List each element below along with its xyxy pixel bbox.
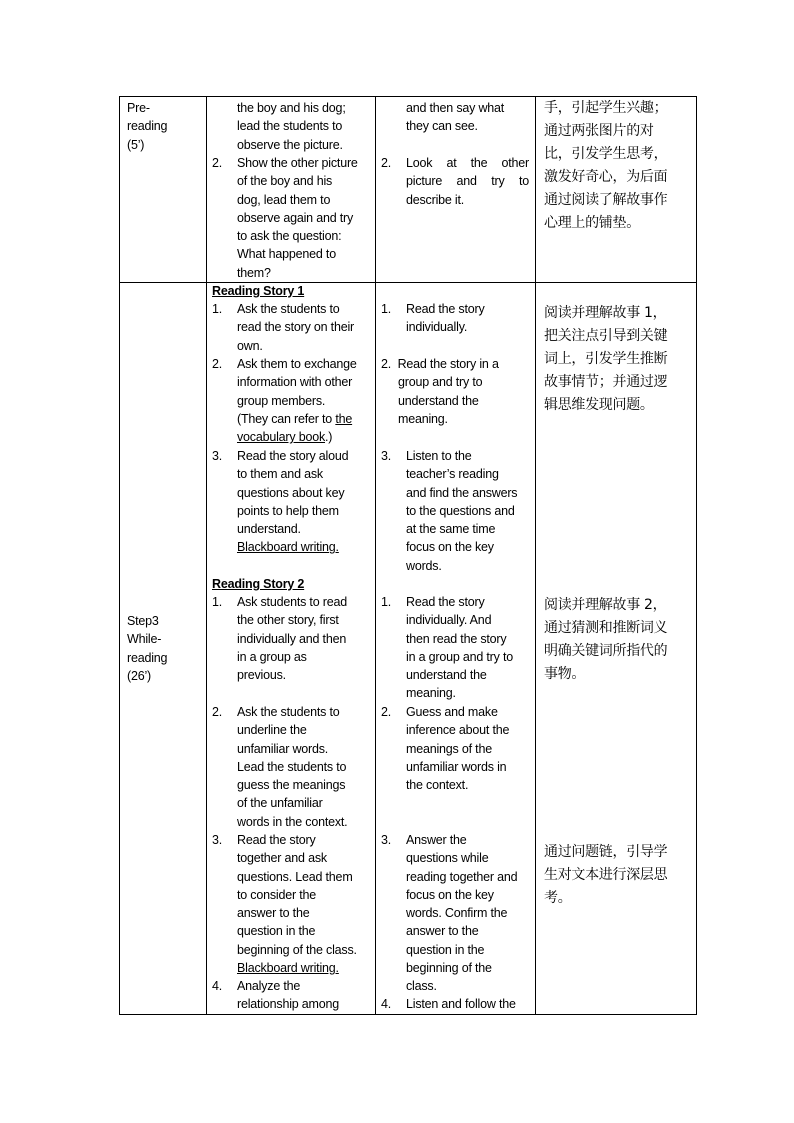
stage-label: reading bbox=[127, 650, 168, 665]
text-fragment: .) bbox=[325, 430, 333, 445]
text-line: and find the answers bbox=[406, 485, 518, 500]
text-line: of the unfamiliar bbox=[237, 796, 323, 811]
text-line: then read the story bbox=[406, 631, 507, 646]
blackboard-writing-link[interactable]: Blackboard writing. bbox=[237, 540, 339, 555]
student-step-2 bbox=[381, 355, 533, 428]
teacher-activity-pre-reading bbox=[212, 99, 372, 280]
text-line: relationship among bbox=[237, 997, 340, 1012]
text-line: question in the bbox=[406, 942, 485, 957]
step-number: 2. bbox=[381, 705, 392, 719]
step-number: 4. bbox=[381, 997, 392, 1011]
text-line: reading together and bbox=[406, 869, 518, 884]
text-line bbox=[381, 355, 533, 373]
reading-story-1-heading: Reading Story 1 bbox=[212, 284, 305, 298]
text-line: 考。 bbox=[544, 890, 572, 906]
text-line: Analyze the bbox=[237, 979, 301, 993]
text-line: class. bbox=[406, 979, 437, 994]
stage-label: Pre- bbox=[127, 101, 150, 115]
text-line: questions. Lead them bbox=[237, 869, 353, 884]
step-number: 3. bbox=[381, 449, 392, 463]
text-line: individually and then bbox=[237, 631, 347, 646]
text-line: information with other bbox=[237, 375, 353, 390]
text-line: Ask students to read bbox=[237, 595, 347, 609]
text-line: questions about key bbox=[237, 485, 345, 500]
text-line: 故事情节；并通过逻 bbox=[544, 374, 668, 390]
text-line: unfamiliar words. bbox=[237, 741, 329, 756]
text-line: group and try to bbox=[398, 375, 483, 390]
text-line: in a group as bbox=[237, 649, 307, 664]
text-line bbox=[237, 428, 357, 446]
step-number: 1. bbox=[212, 595, 223, 609]
vocabulary-book-link[interactable]: the bbox=[335, 411, 353, 426]
text-line: answer to the bbox=[406, 924, 479, 939]
student-activity-while-reading bbox=[381, 282, 533, 1014]
step-number: 2. bbox=[212, 357, 223, 371]
text-line: beginning of the bbox=[406, 961, 492, 976]
text-line: What happened to bbox=[237, 247, 336, 262]
text-line: words. bbox=[406, 558, 442, 573]
stage-label: reading bbox=[127, 119, 168, 134]
step-number: 3. bbox=[381, 833, 392, 847]
vocabulary-book-link[interactable]: vocabulary book bbox=[237, 430, 326, 445]
text-line: underline the bbox=[237, 723, 307, 738]
step-number: 3. bbox=[212, 833, 223, 847]
text-line: 生对文本进行深层思 bbox=[544, 867, 668, 883]
text-line: Look at the other bbox=[406, 156, 529, 170]
text-line: meaning. bbox=[406, 686, 456, 701]
text-line: previous. bbox=[237, 668, 286, 683]
text-line: guess the meanings bbox=[237, 778, 346, 793]
text-line: Listen to the bbox=[406, 449, 472, 463]
column-divider bbox=[375, 97, 376, 1014]
text-line: at the same time bbox=[406, 522, 496, 537]
text-line: Ask them to exchange bbox=[237, 357, 357, 371]
text-line: to ask the question: bbox=[237, 229, 342, 244]
purpose-cell-story-2 bbox=[544, 594, 694, 686]
text-line: Read the story aloud bbox=[237, 449, 349, 463]
text-line: 比，引发学生思考， bbox=[544, 146, 668, 162]
text-line: points to help them bbox=[237, 503, 339, 518]
text-line: focus on the key bbox=[406, 887, 494, 902]
text-line: Listen and follow the bbox=[406, 997, 516, 1011]
column-divider bbox=[535, 97, 536, 1014]
text-line: together and ask bbox=[237, 851, 327, 866]
text-line: picture and try to bbox=[406, 174, 529, 189]
blackboard-writing-link[interactable]: Blackboard writing. bbox=[237, 961, 339, 976]
step-number: 3. bbox=[212, 449, 223, 463]
student-activity-pre-reading bbox=[381, 99, 531, 207]
stage-cell-pre-reading bbox=[127, 99, 202, 154]
step-number: 2. bbox=[381, 357, 392, 371]
text-line: 阅读并理解故事 2， bbox=[544, 597, 667, 613]
text-line: dog, lead them to bbox=[237, 192, 331, 207]
text-line: in a group and try to bbox=[406, 649, 513, 664]
text-line: Ask the students to bbox=[237, 705, 340, 719]
text-line: 明确关键词所指代的 bbox=[544, 643, 668, 659]
text-line: they can see. bbox=[406, 119, 478, 134]
teacher-activity-while-reading bbox=[212, 282, 374, 1014]
text-line bbox=[237, 410, 357, 428]
text-line: 通过问题链，引导学 bbox=[544, 844, 668, 860]
stage-label: Step3 bbox=[127, 614, 159, 628]
text-line: observe the picture. bbox=[237, 137, 343, 152]
text-line: 激发好奇心，为后面 bbox=[544, 169, 668, 185]
text-line: 通过阅读了解故事作 bbox=[544, 192, 668, 208]
step-number: 4. bbox=[212, 979, 223, 993]
text-line: the other story, first bbox=[237, 613, 339, 628]
stage-cell-while-reading bbox=[127, 612, 202, 685]
text-line: them? bbox=[237, 265, 271, 280]
text-line: understand the bbox=[398, 393, 479, 408]
text-line: and then say what bbox=[406, 101, 505, 115]
text-line: to consider the bbox=[237, 887, 316, 902]
text-line: Guess and make bbox=[406, 705, 498, 719]
text-line: Ask the students to bbox=[237, 302, 340, 316]
purpose-cell-pre-reading bbox=[544, 97, 694, 235]
text-line: group members. bbox=[237, 393, 326, 408]
text-line: read the story on their bbox=[237, 320, 354, 335]
step-number: 2. bbox=[212, 156, 223, 170]
text-line: teacher’s reading bbox=[406, 467, 499, 482]
text-line: of the boy and his bbox=[237, 174, 333, 189]
stage-duration: (26’) bbox=[127, 668, 152, 683]
text-fragment: (They can refer to bbox=[237, 411, 336, 426]
step-number: 2. bbox=[381, 156, 392, 170]
text-line: 把关注点引导到关键 bbox=[544, 328, 668, 344]
purpose-cell-question-chain bbox=[544, 841, 694, 910]
step-number: 1. bbox=[381, 302, 392, 316]
text-line: to the questions and bbox=[406, 503, 515, 518]
text-line: understand. bbox=[237, 522, 301, 537]
text-line: Answer the bbox=[406, 833, 467, 847]
stage-duration: (5’) bbox=[127, 137, 145, 152]
text-line: questions while bbox=[406, 851, 489, 866]
text-line: question in the bbox=[237, 924, 316, 939]
text-line: Show the other picture bbox=[237, 156, 358, 170]
text-line: lead the students to bbox=[237, 119, 343, 134]
purpose-cell-story-1 bbox=[544, 302, 694, 417]
text-line: 词上，引发学生推断 bbox=[544, 351, 668, 367]
text-line: individually. And bbox=[406, 613, 492, 628]
text-line: describe it. bbox=[406, 192, 465, 207]
text-line: words. Confirm the bbox=[406, 906, 508, 921]
text-line: own. bbox=[237, 338, 263, 353]
text-line: the context. bbox=[406, 778, 469, 793]
text-line: 辑思维发现问题。 bbox=[544, 397, 654, 413]
text-line: beginning of the class. bbox=[237, 942, 357, 957]
text-line: focus on the key bbox=[406, 540, 494, 555]
text-line: understand the bbox=[406, 668, 487, 683]
reading-story-2-heading: Reading Story 2 bbox=[212, 577, 305, 591]
text-line: the boy and his dog; bbox=[237, 101, 346, 115]
step-number: 1. bbox=[381, 595, 392, 609]
text-line: Read the story bbox=[406, 595, 485, 609]
text-fragment: Read the story in a bbox=[397, 357, 499, 371]
text-line: individually. bbox=[406, 320, 468, 335]
text-line: to them and ask bbox=[237, 467, 323, 482]
step-number: 2. bbox=[212, 705, 223, 719]
text-line: unfamiliar words in bbox=[406, 759, 507, 774]
text-line: Lead the students to bbox=[237, 759, 347, 774]
text-line: Read the story bbox=[406, 302, 485, 316]
text-line: 事物。 bbox=[544, 666, 586, 682]
lesson-plan-table bbox=[119, 96, 697, 1015]
text-line: 手，引起学生兴趣； bbox=[544, 100, 668, 116]
text-line: words in the context. bbox=[237, 814, 348, 829]
stage-label: While- bbox=[127, 632, 162, 647]
text-line: answer to the bbox=[237, 906, 310, 921]
step-number: 1. bbox=[212, 302, 223, 316]
text-line: 阅读并理解故事 1， bbox=[544, 305, 667, 321]
text-line: observe again and try bbox=[237, 210, 354, 225]
text-line: meanings of the bbox=[406, 741, 492, 756]
text-line: 通过猜测和推断词义 bbox=[544, 620, 668, 636]
text-line: 通过两张图片的对 bbox=[544, 123, 654, 139]
text-line: Read the story bbox=[237, 833, 316, 847]
text-line: 心理上的铺垫。 bbox=[544, 215, 640, 231]
column-divider bbox=[206, 97, 207, 1014]
text-line: inference about the bbox=[406, 723, 510, 738]
text-line: meaning. bbox=[398, 411, 448, 426]
